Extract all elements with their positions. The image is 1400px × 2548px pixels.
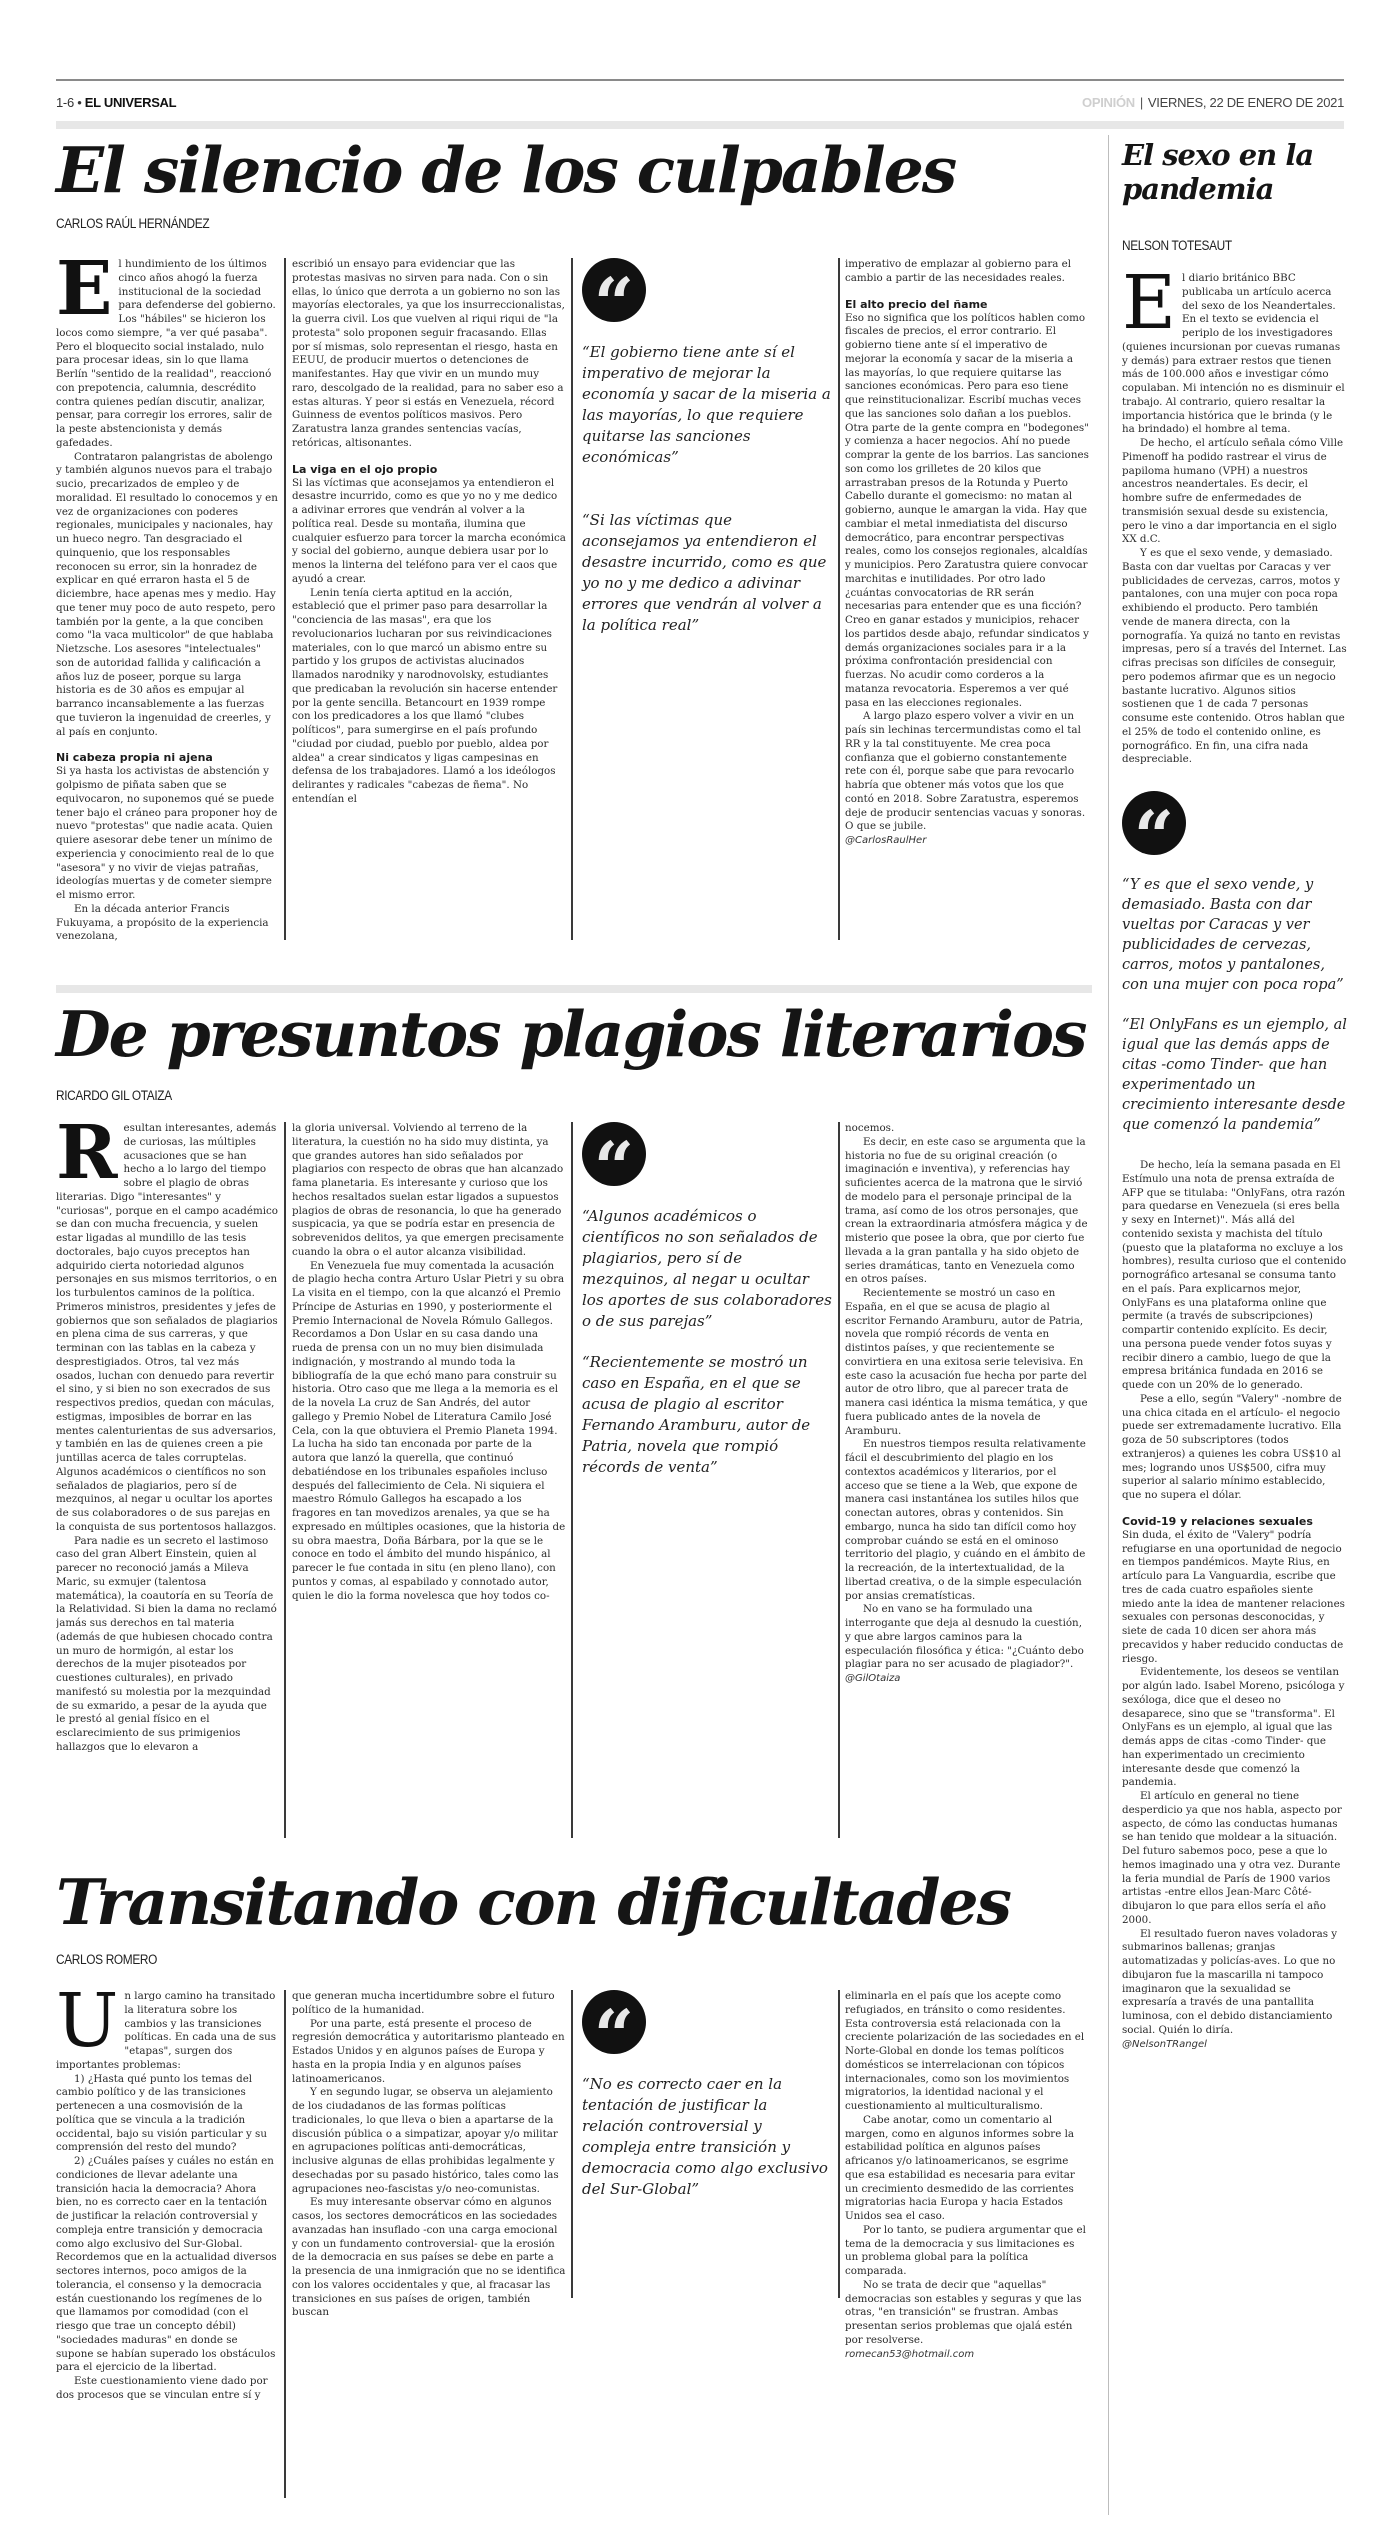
sidebar-column: El diario británico BBC publicaba un artículo acerca del sexo de los Neandertales. En el texto se evidencia el periplo de los investigadores (quienes incursionan por cuevas rumanas y demás) para extraer restos que tienen más de 100.000 años e investigar cómo copulaban. Mi intención no es disminuir el trabajo. Al contrario, quiero resaltar la importancia histórica que le brinda (y le ha brindado) el hombre al tema. De hecho, el artículo señala cómo Ville Pimenoff ha podido rastrear el virus de papiloma humano (VPH) a nuestros ancestros neandertales. Es decir, el hombre sufre de enfermedades de transmisión sexual desde su existencia, pero le vino a dar importancia en el siglo XX d.C. Y es que el sexo vende, y demasiado. Basta con dar vueltas por Caracas y ver publicidades de cervezas, carros, motos y pantalones, con una mujer con poca ropa exhibiendo el producto. Pero también vende de manera directa, con la pornografía. Ya quizá no tanto en revistas impresas, pero sí a través del Internet. Las cifras precisas son difíciles de conseguir, pero podemos afirmar que es un negocio bastante lucrativo. Algunos sitios sostienen que 1 de cada 7 personas consume este contenido. Otros hablan que el 25% de todo el contenido online, es pornográfico. En fin, una cifra nada despreciable. “ “Y es que el sexo vende, y demasiado. Basta con dar vueltas por Caracas y ver publicidades de cervezas, carros, motos y pantalones, con una mujer con poca ropa” “El OnlyFans es un ejemplo, al igual que las demás apps de citas -como Tinder- que han experimentado un crecimiento interesante desde que comenzó la pandemia” De hecho, leía la semana pasada en El Estímulo una nota de prensa extraída de AFP que se titulaba: "OnlyFans, otra razón para quedarse en Venezuela (si eres bella y sexy en Internet)". Más allá del contenido sexista y machista del título (puesto que la plataforma no excluye a los hombres), resulta curioso que el contenido pornográfico artesanal se consuma tanto en el país. Para explicarnos mejor, OnlyFans es una plataforma online que permite (a través de subscripciones) compartir contenido explícito. Es decir, una persona puede vender fotos suyas y recibir dinero a cambio, luego de que la empresa británica fundada en 2016 se quede con un 20% de lo generado. Pese a ello, según "Valery" -nombre de una chica citada en el artículo- el negocio puede ser extremadamente lucrativo. Ella goza de 50 subscriptores (todos extranjeros) a quienes les cobra US$10 al mes; logrando unos US$500, cifra muy superior al salario mínimo establecido, que no supera el dólar. Covid-19 y relaciones sexuales Sin duda, el éxito de "Valery" podría refugiarse en una oportunidad de negocio en tiempos pandémicos. Mayte Rius, en artículo para La Vanguardia, escribe que tres de cada cuatro españoles siente miedo ante la idea de mantener relaciones sexuales con personas desconocidas, y siete de cada 10 dicen ser ahora más precavidos y haber reducido conductas de riesgo. Evidentemente, los deseos se ventilan por algún lado. Isabel Moreno, psicóloga y sexóloga, dice que el deseo no desaparece, sino que se "transforma". El OnlyFans es un ejemplo, al igual que las demás apps de citas -como Tinder- que han experimentado un crecimiento interesante desde que comenzó la pandemia. El artículo en general no tiene desperdicio ya que nos habla, aspecto por aspecto, de cómo las conductas humanas se han tenido que moldear a la situación. Del futuro sabemos poco, pese a que lo hemos imaginado una y otra vez. Durante la feria mundial de París de 1900 varios artistas -entre ellos Jean-Marc Côté- dibujaron lo que para ellos sería el año 2000. El resultado fueron naves voladoras y submarinos ballenas; granjas automatizadas y policías-aves. Lo que no dibujaron fue la mascarilla ni tampoco imaginaron que la sexualidad se expresaría a través de una pantallita luminosa, con el debido distanciamiento social. Quién lo diría. @NelsonTRangel	[1122, 272, 1347, 2050]
quote-icon: “	[582, 1990, 646, 2054]
pull-quote: “Algunos académicos o científicos no son señalados de plagiarios, pero sí de mezquinos, al negar u ocultar los aportes de sus colaboradores o de sus parejas”	[582, 1207, 832, 1330]
pull-quote: “No es correcto caer en la tentación de justificar la relación controversial y compleja entre transición y democracia como algo exclusivo del Sur-Global”	[582, 2075, 828, 2198]
pull-quote: “Recientemente se mostró un caso en España, en el que se acusa de plagio al escritor Fernando Aramburu, autor de Patria, novela que rompió récords de venta”	[582, 1353, 811, 1476]
column-divider	[838, 258, 840, 940]
article-byline: CARLOS RAÚL HERNÁNDEZ	[56, 216, 210, 231]
column-divider	[571, 258, 573, 940]
article-column-2: la gloria universal. Volviendo al terreno de la literatura, la cuestión no ha sido muy distinta, ya que grandes autores han sido señalados por plagiarios con respecto de obras que han alcanzado fama planetaria. Es interesante y curioso que los hechos resaltados suelan estar ligados a supuestos plagios de obras de resonancia, lo que ha generado suspicacia, ya que se podría estar en presencia de sobrevenidos delitos, ya que emergen precisamente cuando la obra o el autor alcanza visibilidad. En Venezuela fue muy comentada la acusación de plagio hecha contra Arturo Uslar Pietri y su obra La visita en el tiempo, con la que alcanzó el Premio Príncipe de Asturias en 1990, y posteriormente el Premio Internacional de Novela Rómulo Gallegos. Recordamos a Don Uslar en su casa dando una rueda de prensa con un no muy bien disimulada indignación, y mostrando al mundo toda la bibliografía de la que echó mano para construir su historia. Otro caso que me llega a la memoria es el de la novela La cruz de San Andrés, del autor gallego y Premio Nobel de Literatura Camilo José Cela, con la que obtuviera el Premio Planeta 1994. La lucha ha sido tan enconada por parte de la autora que lanzó la querella, que continuó debatiéndose en los tribunales españoles incluso después del fallecimiento de Cela. Ni siquiera el maestro Rómulo Gallegos ha escapado a los fragores en tan movedizos arenales, ya que se ha expresado en múltiples ocasiones, que la historia de su obra maestra, Doña Bárbara, por la que se le conoce en todo el ámbito del mundo hispánico, al parecer le fue contada in situ (en pleno llano), con puntos y comas, al espabilado y connotado autor, quien le dio la forma novelesca que hoy todos co-	[292, 1122, 566, 1602]
column-divider	[284, 1990, 286, 2498]
author-handle: @CarlosRaulHer	[845, 835, 927, 846]
top-rule	[56, 79, 1344, 81]
pull-quote-box	[1122, 791, 1347, 1135]
article-byline: RICARDO GIL OTAIZA	[56, 1088, 172, 1103]
quote-icon: “	[1122, 791, 1186, 855]
article-headline: De presuntos plagios literarios	[56, 997, 1086, 1071]
column-divider	[838, 1122, 840, 1838]
article-headline: Transitando con dificultades	[56, 1865, 1010, 1939]
page-number: 1-6	[56, 94, 74, 110]
sidebar-divider	[1108, 135, 1109, 2515]
sidebar-byline: NELSON TOTESAUT	[1122, 238, 1232, 253]
article-column-2: escribió un ensayo para evidenciar que las protestas masivas no sirven para nada. Con o sin ellas, lo único que derrota a un gobierno no son las mayorías electorales, ya que los insurreccionalistas, la guerra civil. Los que vuelven al riqui riqui de "la protesta" solo proponen seguir fracasando. Ellas por sí mismas, solo representan el riesgo, hasta en EEUU, de producir muertos o detenciones de manifestantes. Hay que vivir en un mundo muy raro, descolgado de la realidad, para no saber eso a estas alturas. Y peor si estás en Venezuela, récord Guinness de eventos políticos masivos. Pero Zaratustra lanza grandes sentencias vacías, retóricas, altisonantes. La viga en el ojo propio Si las víctimas que aconsejamos ya entendieron el desastre incurrido, como es que yo no y me dedico a adivinar errores que vendrán al volver a la política real. Desde su montaña, ilumina que cualquier esfuerzo para torcer la marcha económica y social del gobierno, aunque debiera usar por lo menos la linterna del teléfono para ver el caos que ayudó a crear. Lenin tenía cierta aptitud en la acción, estableció que el primer paso para desarrollar la "conciencia de las masas", era que los revolucionarios lucharan por sus reivindicaciones materiales, con lo que marcó un abismo entre su partido y los grupos de activistas alucinados llamados narodniky y narodnovolsky, estudiantes que predicaban la revolución sin hacerse entender por la gente sencilla. Betancourt en 1939 rompe con los predicadores a los que llamó "clubes políticos", para sumergirse en el país profundo "ciudad por ciudad, pueblo por pueblo, aldea por aldea" a crear sindicatos y ligas campesinas en defensa de los trabajadores. Llamó a los ideólogos delirantes y radicales "cabezas de ñema". No entendían el	[292, 258, 566, 805]
section-label: OPINIÓN	[1082, 94, 1135, 110]
pull-quote-box	[582, 1122, 832, 1478]
sidebar-headline: El sexo en la pandemia	[1122, 138, 1314, 206]
page-header	[56, 92, 1344, 112]
article-column-1: Resultan interesantes, además de curiosas, las múltiples acusaciones que se han hecho a lo largo del tiempo sobre el plagio de obras literarias. Digo "interesantes" y "curiosas", porque en el campo académico se dan con mucha frecuencia, y suelen estar ligadas al mundillo de las tesis doctorales, bajo cuyos preceptos han adquirido cierta notoriedad algunos personajes en sus mismos territorios, o en los turbulentos caminos de la política. Primeros ministros, presidentes y jefes de gobiernos que son señalados de plagiarios en plena cima de sus carreras, y que terminan con las tablas en la cabeza y desprestigiados. Otros, tal vez más osados, luchan con denuedo para revertir el sino, y si bien no son execrados de sus respectivos predios, quedan con máculas, estigmas, imposibles de borrar en las mentes calenturientas de sus adversarios, y también en las de quienes creen a pie juntillas acerca de tales corruptelas. Algunos académicos o científicos no son señalados de plagiarios, pero sí de mezquinos, al negar u ocultar los aportes de sus colaboradores o de sus parejas en la conquista de sus portentosos hallazgos. Para nadie es un secreto el lastimoso caso del gran Albert Einstein, quien al parecer no reconoció jamás a Mileva Maric, su exmujer (talentosa matemática), la coautoría en su Teoría de la Relatividad. Si bien la dama no reclamó jamás sus derechos en tal materia (además de que hubiesen chocado contra un muro de hormigón, al estar los derechos de la mujer pisoteados por cuestiones culturales), en privado manifestó su molestia por la mezquindad de su exmarido, a pesar de la ayuda que le prestó al genial físico en el esclarecimiento de sus primigenios hallazgos que lo elevaron a	[56, 1122, 278, 1753]
separator: |	[1139, 94, 1143, 110]
column-divider	[571, 1122, 573, 1838]
pull-quote-box	[582, 258, 832, 636]
article-byline: CARLOS ROMERO	[56, 1952, 158, 1967]
pull-quote: “Y es que el sexo vende, y demasiado. Basta con dar vueltas por Caracas y ver publicidades de cervezas, carros, motos y pantalones, con una mujer con poca ropa”	[1122, 877, 1344, 993]
drop-cap: E	[56, 258, 113, 332]
newspaper-name: EL UNIVERSAL	[84, 94, 177, 110]
section-band	[56, 985, 1092, 993]
quote-icon: “	[582, 258, 646, 322]
section-band	[56, 121, 1344, 129]
author-handle: romecan53@hotmail.com	[845, 2348, 975, 2360]
subheading: Ni cabeza propia ni ajena	[56, 751, 213, 765]
article-column-1: El hundimiento de los últimos cinco años ahogó la fuerza institucional de la sociedad para defenderse del gobierno. Los "hábiles" se hicieron los locos como siempre, "a ver qué pasaba". Pero el bloquecito social instalado, nulo para procesar ideas, sin lo que llama Berlín "sentido de la realidad", reaccionó con prepotencia, calumnia, descrédito contra quienes pedían discutir, analizar, pensar, para corregir los errores, salir de la peste abstencionista y demás gafedades. Contrataron palangristas de abolengo y también algunos nuevos para el trabajo sucio, precarizados de empleo y de moralidad. El resultado lo conocemos y en vez de organizaciones con poderes regionales, municipales y nacionales, hay un hueco negro. Tan desgraciado el quinquenio, que los responsables reconocen su error, sin la honradez de explicar en qué erraron hasta el 5 de diciembre, hace apenas mes y medio. Hay que tener muy poco de auto respeto, pero también por la gente, a la que conciben como "la vaca multicolor" de que hablaba Nietzsche. Los asesores "intelectuales" son de autoridad fallida y calificación a años luz de poseer, porque su larga historia es de 30 años es empujar al barranco incansablemente a las fuerzas que tuvieron la ingenuidad de creerles, y al país en conjunto. Ni cabeza propia ni ajena Si ya hasta los activistas de abstención y golpismo de piñata saben que se equivocaron, no suponemos qué se puede tener bajo el cráneo para proponer hoy de nuevo "protestas" que nadie acata. Quien quiere asesorar debe tener un mínimo de experiencia y conocimiento real de lo que "asesora" y no vivir de viejas patrañas, ideologías muertas y de cometer siempre el mismo error. En la década anterior Francis Fukuyama, a propósito de la experiencia venezolana,	[56, 258, 278, 943]
article-column-4: imperativo de emplazar al gobierno para el cambio a partir de las necesidades reales. El alto precio del ñame Eso no significa que los políticos hablen como fiscales de precios, el error contrario. El gobierno tiene ante sí el imperativo de mejorar la economía y sacar de la miseria a las mayorías, lo que requiere quitarse las sanciones económicas. Pero para eso tiene que reinstitucionalizar. Escribí muchas veces que las sanciones solo dañan a los pueblos. Otra parte de la gente compra en "bodegones" y comienza a hacer negocios. Ahí no puede comprar la gente de los barrios. Las sanciones son como los grilletes de 20 kilos que arrastraban presos de la Rotunda y Puerto Cabello durante el gomecismo: no matan al gobierno, aunque le amargan la vida. Hay que cambiar el metal inmediatista del discurso democrático, para encontrar perspectivas reales, como los consejos regionales, alcaldías y municipios. Pero Zaratustra quiere convocar marchitas e inutilidades. Por otro lado ¿cuántas convocatorias de RR serán necesarias para entender que es una ficción? Creo en ganar estados y municipios, rehacer los partidos desde abajo, refundar sindicatos y demás organizaciones sociales para ir a la próxima confrontación presidencial con fuerzas. No acudir como corderos a la matanza revocatoria. Esperemos a ver qué pasa en las elecciones regionales. A largo plazo espero volver a vivir en un país sin lechinas tercermundistas como el tal RR y la tal constituyente. Me crea poca confianza que el gobierno constantemente rete con él, porque sabe que para revocarlo habría que obtener más votos que los que contó en 2018. Sobre Zaratustra, esperemos deje de producir sentencias vacuas y sonoras. O que se jubile. @CarlosRaulHer	[845, 258, 1089, 846]
subheading: El alto precio del ñame	[845, 297, 988, 311]
author-handle: @NelsonTRangel	[1122, 2038, 1207, 2050]
bullet-icon: •	[77, 94, 82, 110]
pull-quote: “El OnlyFans es un ejemplo, al igual que las demás apps de citas -como Tinder- que han experimentado un crecimiento interesante desde que comenzó la pandemia”	[1122, 1017, 1347, 1133]
pull-quote: “El gobierno tiene ante sí el imperativo de mejorar la economía y sacar de la miseria a las mayorías, lo que requiere quitarse las sanciones económicas”	[582, 343, 831, 466]
drop-cap: E	[1122, 272, 1177, 346]
column-divider	[284, 1122, 286, 1838]
column-divider	[571, 1990, 573, 2298]
issue-date: VIERNES, 22 DE ENERO DE 2021	[1147, 94, 1344, 110]
drop-cap: U	[56, 1990, 119, 2064]
column-divider	[284, 258, 286, 940]
article-column-2: que generan mucha incertidumbre sobre el futuro político de la humanidad. Por una parte, está presente el proceso de regresión democrática y autoritarismo planteado en Estados Unidos y en algunos países de Europa y hasta en la propia India y en algunos países latinoamericanos. Y en segundo lugar, se observa un alejamiento de los ciudadanos de las formas políticas tradicionales, lo que lleva o bien a apartarse de la discusión pública o a simpatizar, apoyar y/o militar en agrupaciones políticas anti-democráticas, inclusive algunas de ellas prohibidas legalmente y desechadas por su pasado histórico, tales como las agrupaciones neo-fascistas y/o neo-comunistas. Es muy interesante observar cómo en algunos casos, los sectores democráticos en las sociedades avanzadas han insuflado -con una carga emocional y con un fundamento controversial- que la erosión de la democracia en sus países se debe en parte a la presencia de una inmigración que no se identifica con los valores occidentales y que, al fracasar las transiciones en sus países de origen, también buscan	[292, 1990, 566, 2319]
author-handle: @GilOtaiza	[845, 1673, 901, 1684]
subheading: Covid-19 y relaciones sexuales	[1122, 1514, 1313, 1528]
column-divider	[838, 1990, 840, 2298]
section-date	[1082, 95, 1344, 110]
pull-quote-box	[582, 1990, 832, 2200]
article-column-4: nocemos. Es decir, en este caso se argumenta que la historia no fue de su original creación (o imaginación e inventiva), y referencias hay suficientes acerca de la matrona que le sirvió de modelo para el personaje principal de la trama, así como de los otros personajes, que crean la extraordinaria atmósfera mágica y de misterio que posee la obra, que por cierto fue llevada a la gran pantalla y ha sido objeto de series dramáticas, tanto en Venezuela como en otros países. Recientemente se mostró un caso en España, en el que se acusa de plagio al escritor Fernando Aramburu, autor de Patria, novela que rompió récords de venta en distintos países, y que recientemente se convirtiera en una exitosa serie televisiva. En este caso la acusación fue hecha por parte del autor de otro libro, que al parecer trata de manera casi idéntica la misma temática, y que fuera publicado antes de la novela de Aramburu. En nuestros tiempos resulta relativamente fácil el descubrimiento del plagio en los contextos académicos y literarios, por el acceso que se tiene a la Web, que expone de manera casi instantánea los sutiles hilos que conectan autores, obras y contenidos. Sin embargo, nunca ha sido tan difícil como hoy comprobar cuándo se está en el ominoso territorio del plagio, y cuándo en el ámbito de la recreación, de la intertextualidad, de la libertad creativa, o de la simple especulación por ansias crematísticas. No en vano se ha formulado una interrogante que deja al desnudo la cuestión, y que abre largos caminos para la especulación filosófica y ética: "¿Cuánto debo plagiar para no ser acusado de plagiador?". @GilOtaiza	[845, 1122, 1090, 1852]
quote-icon: “	[582, 1122, 646, 1186]
pull-quote: “Si las víctimas que aconsejamos ya entendieron el desastre incurrido, como es que yo no y me dedico a adivinar errores que vendrán al volver a la política real”	[582, 511, 827, 634]
article-headline: El silencio de los culpables	[56, 133, 956, 207]
drop-cap: R	[56, 1122, 118, 1196]
article-column-4: eliminarla en el país que los acepte como refugiados, en tránsito o como residentes. Esta controversia está relacionada con la creciente polarización de las sociedades en el Norte-Global en donde los temas políticos domésticos se interrelacionan con tópicos internacionales, como son los movimientos migratorios, la identidad nacional y el cuestionamiento al multiculturalismo. Cabe anotar, como un comentario al margen, como en algunos informes sobre la estabilidad política en algunos países africanos y/o latinoamericanos, se esgrime que esa estabilidad es necesaria para evitar un crecimiento desmedido de las corrientes migratorias hacia Europa y hacia Estados Unidos sea el caso. Por lo tanto, se pudiera argumentar que el tema de la democracia y sus limitaciones es un problema global para la política comparada. No se trata de decir que "aquellas" democracias son estables y seguras y que las otras, "en transición" se frustran. Ambas presentan serios problemas que ojalá estén por resolverse. romecan53@hotmail.com	[845, 1990, 1090, 2510]
article-column-1: Un largo camino ha transitado la literatura sobre los cambios y las transiciones políticas. En cada una de sus "etapas", surgen dos importantes problemas: 1) ¿Hasta qué punto los temas del cambio político y de las transiciones pertenecen a una cosmovisión de la política que se vincula a la tradición occidental, bajo su visión particular y su comprensión del resto del mundo? 2) ¿Cuáles países y cuáles no están en condiciones de llevar adelante una transición hacia la democracia? Ahora bien, no es correcto caer en la tentación de justificar la relación controversial y compleja entre transición y democracia como algo exclusivo del Sur-Global. Recordemos que en la actualidad diversos sectores internos, poco amigos de la tolerancia, el consenso y la democracia están cuestionando los regímenes de lo que llamamos por comodidad (con el riesgo que trae un concepto débil) "sociedades maduras" en donde se supone se habían superado los obstáculos para el ejercicio de la libertad. Este cuestionamiento viene dado por dos procesos que se vinculan entre sí y	[56, 1990, 277, 2401]
page-folio	[56, 95, 176, 110]
subheading: La viga en el ojo propio	[292, 462, 438, 476]
